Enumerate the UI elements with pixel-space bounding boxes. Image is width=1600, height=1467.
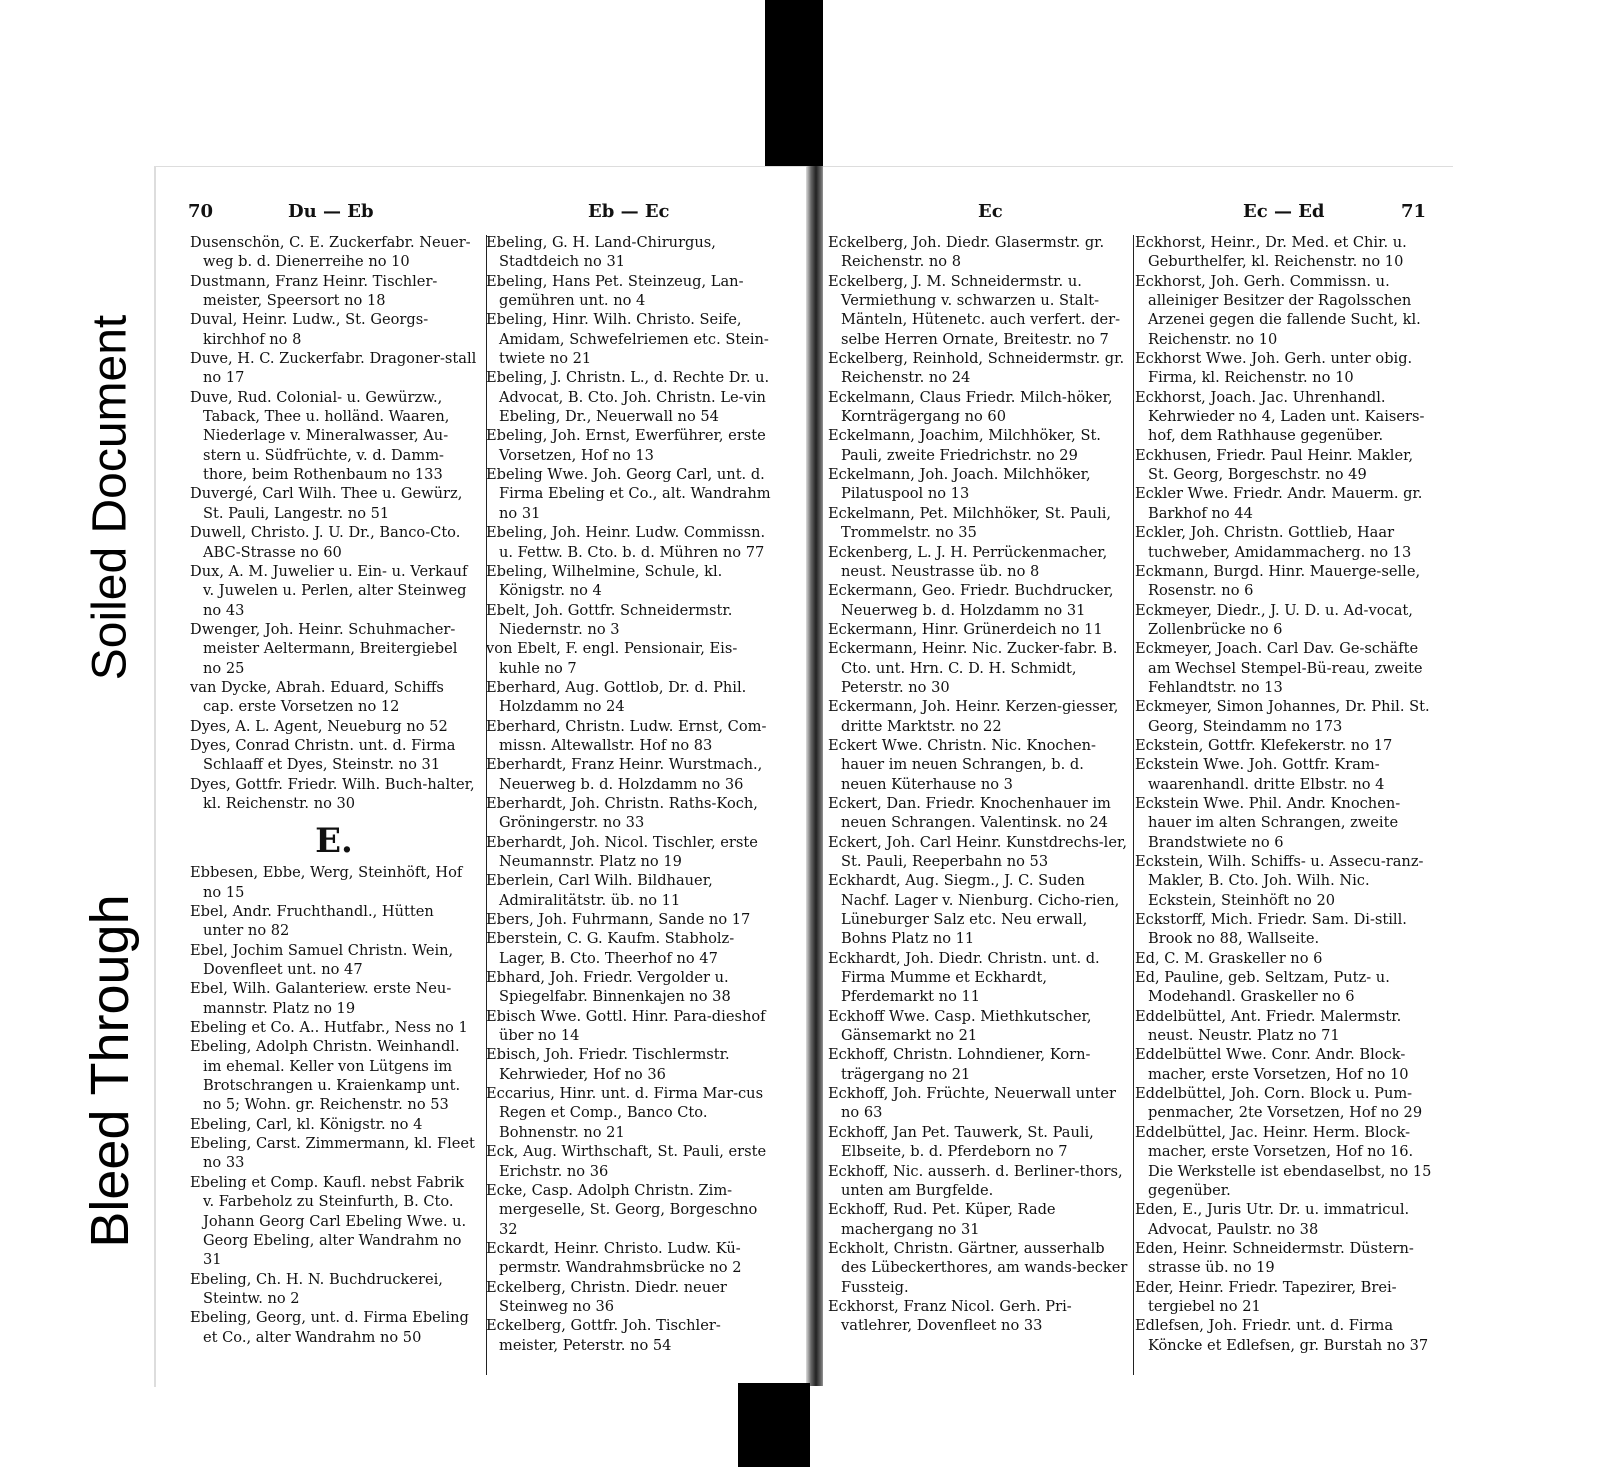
directory-entry: Eckhoff, Rud. Pet. Küper, Rade machergang no 31	[828, 1201, 1056, 1238]
directory-entry: Dusenschön, C. E. Zuckerfabr. Neuer-weg b. d. Dienerreihe no 10	[190, 234, 471, 271]
directory-entry: Eckelberg, Gottfr. Joh. Tischler-meister, Peterstr. no 54	[486, 1317, 721, 1354]
directory-entry: Eberlein, Carl Wilh. Bildhauer, Admiralitätstr. üb. no 11	[486, 872, 713, 909]
directory-entry: Eckler, Joh. Christn. Gottlieb, Haar tuchweber, Amidammacherg. no 13	[1135, 524, 1412, 561]
directory-entry: Ebhard, Joh. Friedr. Vergolder u. Spiegelfabr. Binnenkajen no 38	[486, 969, 731, 1006]
page-number-right: 71	[1401, 201, 1427, 222]
directory-entry: Ebisch Wwe. Gottl. Hinr. Para-dieshof über no 14	[486, 1007, 766, 1045]
directory-entry: Eckermann, Heinr. Nic. Zucker-fabr. B. Cto. unt. Hrn. C. D. H. Schmidt, Peterstr. no 30	[828, 640, 1118, 696]
directory-entry: Edlefsen, Joh. Friedr. unt. d. Firma Köncke et Edlefsen, gr. Burstah no 37	[1135, 1317, 1429, 1354]
directory-entry: Eden, E., Juris Utr. Dr. u. immatricul. Advocat, Paulstr. no 38	[1135, 1201, 1410, 1238]
column-rule	[1133, 235, 1134, 1375]
directory-entry: Eckstein, Wilh. Schiffs- u. Assecu-ranz-Makler, B. Cto. Joh. Wilh. Nic. Eckstein, Steinhöft no 20	[1135, 853, 1424, 909]
directory-entry: Ebel, Andr. Fruchthandl., Hütten unter no 82	[190, 903, 434, 940]
directory-entry: Eckert, Joh. Carl Heinr. Kunstdrechs-ler, St. Pauli, Reeperbahn no 53	[828, 833, 1127, 870]
directory-entry: Ebel, Jochim Samuel Christn. Wein, Dovenfleet unt. no 47	[190, 941, 454, 979]
entries-ec-ed	[1135, 233, 1435, 1355]
directory-entry: Ebelt, Joh. Gottfr. Schneidermstr. Niedernstr. no 3	[486, 601, 733, 638]
directory-entry: Eckhoff, Christn. Lohndiener, Korn-trägergang no 21	[828, 1046, 1091, 1083]
directory-entry: Ebbesen, Ebbe, Werg, Steinhöft, Hof no 15	[190, 864, 463, 901]
directory-entry: Ecke, Casp. Adolph Christn. Zim-mergeselle, St. Georg, Borgeschno 32	[486, 1181, 758, 1238]
directory-entry: Eckhorst, Heinr., Dr. Med. et Chir. u. Geburthelfer, kl. Reichenstr. no 10	[1135, 234, 1407, 271]
directory-entry: Eckelmann, Joachim, Milchhöker, St. Pauli, zweite Friedrichstr. no 29	[828, 427, 1101, 464]
page-number-left: 70	[188, 201, 214, 222]
directory-entry: Ebeling, Carst. Zimmermann, kl. Fleet no 33	[190, 1135, 475, 1172]
right-page-column-1	[828, 233, 1128, 1378]
directory-entry: Ebeling, Joh. Heinr. Ludw. Commissn. u. Fettw. B. Cto. b. d. Mühren no 77	[486, 524, 766, 561]
directory-entry: Eddelbüttel Wwe. Conr. Andr. Block-macher, erste Vorsetzen, Hof no 10	[1135, 1046, 1409, 1083]
section-letter: E.	[315, 821, 353, 862]
directory-entry: Eckstein Wwe. Phil. Andr. Knochen-hauer im alten Schrangen, zweite Brandstwiete no 6	[1135, 794, 1401, 851]
directory-entry: Eckmeyer, Diedr., J. U. D. u. Ad-vocat, Zollenbrücke no 6	[1135, 601, 1413, 638]
entries-eb-ec	[486, 233, 776, 1355]
left-page-column-2	[486, 233, 776, 1378]
directory-entry: Ebeling, Georg, unt. d. Firma Ebeling et Co., alter Wandrahm no 50	[190, 1309, 469, 1346]
bleed-through-label: Bleed Through	[79, 894, 140, 1248]
directory-entry: Eckermann, Joh. Heinr. Kerzen-giesser, dritte Marktstr. no 22	[828, 698, 1119, 735]
side-label-strip	[62, 250, 157, 1300]
left-page-column-1	[190, 233, 478, 1378]
soiled-document-label: Soiled Document	[83, 314, 136, 681]
directory-entry: Eckert, Dan. Friedr. Knochenhauer im neuen Schrangen. Valentinsk. no 24	[828, 794, 1111, 832]
directory-entry: Duval, Heinr. Ludw., St. Georgs-kirchhof no 8	[190, 311, 429, 348]
directory-entry: Eckelberg, Joh. Diedr. Glasermstr. gr. Reichenstr. no 8	[828, 234, 1105, 271]
directory-entry: Eckhardt, Joh. Diedr. Christn. unt. d. Firma Mumme et Eckhardt, Pferdemarkt no 11	[828, 949, 1100, 1006]
directory-entry: Dyes, Conrad Christn. unt. d. Firma Schlaaff et Dyes, Steinstr. no 31	[190, 736, 456, 774]
directory-entry: Eckmeyer, Joach. Carl Dav. Ge-schäfte am Wechsel Stempel-Bü-reau, zweite Fehlandtstr. no 13	[1135, 640, 1423, 696]
directory-entry: von Ebelt, F. engl. Pensionair, Eis-kuhle no 7	[486, 640, 738, 677]
directory-entry: Eckelberg, J. M. Schneidermstr. u. Vermiethung v. schwarzen u. Stalt-Mänteln, Hütenetc. auch verfert. der-selbe Herren Ornate, Breitestr. no 7	[828, 272, 1121, 348]
directory-entry: Eckermann, Hinr. Grünerdeich no 11	[828, 620, 1103, 638]
directory-entry: Ebeling, Joh. Ernst, Ewerführer, erste Vorsetzen, Hof no 13	[486, 427, 766, 464]
directory-entry: Duve, Rud. Colonial- u. Gewürzw., Taback, Thee u. holländ. Waaren, Niederlage v. Mineralwasser, Au-stern u. Südfrüchte, v. d. Damm-thore, beim Rothenbaum no 133	[190, 388, 450, 484]
directory-entry: Eckstein Wwe. Joh. Gottfr. Kram-waarenhandl. dritte Elbstr. no 4	[1135, 756, 1385, 793]
directory-entry: Eddelbüttel, Joh. Corn. Block u. Pum-penmacher, 2te Vorsetzen, Hof no 29	[1135, 1085, 1423, 1122]
directory-entry: Eckelberg, Reinhold, Schneidermstr. gr. Reichenstr. no 24	[828, 350, 1125, 387]
directory-entry: Eckhorst, Franz Nicol. Gerh. Pri-vatlehrer, Dovenfleet no 33	[828, 1297, 1072, 1335]
directory-entry: Ebeling, Adolph Christn. Weinhandl. im ehemal. Keller von Lütgens im Brotschrangen u. Kraienkamp unt. no 5; Wohn. gr. Reichenstr. no 53	[190, 1038, 461, 1114]
entries-ec	[828, 233, 1128, 1336]
directory-entry: Duve, H. C. Zuckerfabr. Dragoner-stall no 17	[190, 350, 477, 387]
directory-entry: Eck, Aug. Wirthschaft, St. Pauli, erste Erichstr. no 36	[486, 1143, 767, 1180]
directory-entry: Eckhoff, Joh. Früchte, Neuerwall unter no 63	[828, 1085, 1117, 1122]
directory-entry: Ebeling et Comp. Kaufl. nebst Fabrik v. Farbeholz zu Steinfurth, B. Cto. Johann Georg Carl Ebeling Wwe. u. Georg Ebeling, alter Wandrahm no 31	[190, 1173, 467, 1269]
directory-entry: Eberhard, Aug. Gottlob, Dr. d. Phil. Holzdamm no 24	[486, 678, 747, 716]
directory-entry: Ebeling, Hinr. Wilh. Christo. Seife, Amidam, Schwefelriemen etc. Stein-twiete no 21	[486, 311, 769, 368]
directory-entry: Eccarius, Hinr. unt. d. Firma Mar-cus Regen et Comp., Banco Cto. Bohnenstr. no 21	[486, 1085, 764, 1141]
directory-entry: Eckhoff, Nic. ausserh. d. Berliner-thors, unten am Burgfelde.	[828, 1162, 1123, 1199]
directory-entry: Eberstein, C. G. Kaufm. Stabholz-Lager, B. Cto. Theerhof no 47	[486, 930, 735, 967]
right-page-header-left: Ec	[978, 201, 1003, 222]
directory-entry: Dwenger, Joh. Heinr. Schuhmacher-meister Aeltermann, Breitergiebel no 25	[190, 620, 458, 677]
directory-entry: Ebeling, Carl, kl. Königstr. no 4	[190, 1115, 423, 1133]
directory-entry: Eden, Heinr. Schneidermstr. Düstern-strasse üb. no 19	[1135, 1239, 1414, 1277]
directory-entry: Eberhardt, Joh. Nicol. Tischler, erste Neumannstr. Platz no 19	[486, 833, 758, 870]
directory-entry: Eckert Wwe. Christn. Nic. Knochen-hauer im neuen Schrangen, b. d. neuen Küterhause no 3	[828, 736, 1096, 793]
directory-entry: Eckmann, Burgd. Hinr. Mauerge-selle, Rosenstr. no 6	[1135, 562, 1421, 600]
directory-entry: Ebel, Wilh. Galanteriew. erste Neu-mannstr. Platz no 19	[190, 980, 452, 1017]
directory-entry: Ebeling Wwe. Joh. Georg Carl, unt. d. Firma Ebeling et Co., alt. Wandrahm no 31	[486, 466, 771, 522]
directory-entry: Eckelberg, Christn. Diedr. neuer Steinweg no 36	[486, 1278, 727, 1315]
directory-entry: Eberhard, Christn. Ludw. Ernst, Com-missn. Altewallstr. Hof no 83	[486, 717, 767, 754]
directory-entry: Dyes, A. L. Agent, Neueburg no 52	[190, 717, 448, 735]
directory-entry: Duwell, Christo. J. U. Dr., Banco-Cto. ABC-Strasse no 60	[190, 524, 461, 561]
directory-entry: Ebeling et Co. A.. Hutfabr., Ness no 1	[190, 1019, 468, 1037]
directory-entry: Eberhardt, Franz Heinr. Wurstmach., Neuerweg b. d. Holzdamm no 36	[486, 756, 763, 793]
directory-entry: Eckholt, Christn. Gärtner, ausserhalb des Lübeckerthores, am wands-becker Fussteig.	[828, 1239, 1128, 1296]
left-page	[154, 166, 821, 1387]
directory-entry: Eder, Heinr. Friedr. Tapezirer, Brei-tergiebel no 21	[1135, 1278, 1397, 1315]
directory-entry: Dux, A. M. Juwelier u. Ein- u. Verkauf v. Juwelen u. Perlen, alter Steinweg no 43	[190, 562, 468, 619]
directory-entry: Ebeling, J. Christn. L., d. Rechte Dr. u. Advocat, B. Cto. Joh. Christn. Le-vin Ebeling, Dr., Neuerwall no 54	[486, 369, 770, 426]
directory-entry: Duvergé, Carl Wilh. Thee u. Gewürz, St. Pauli, Langestr. no 51	[190, 485, 463, 522]
directory-entry: van Dycke, Abrah. Eduard, Schiffs cap. erste Vorsetzen no 12	[190, 678, 444, 716]
directory-entry: Eckhusen, Friedr. Paul Heinr. Makler, St. Georg, Borgeschstr. no 49	[1135, 446, 1414, 484]
directory-entry: Eckhorst, Joach. Jac. Uhrenhandl. Kehrwieder no 4, Laden unt. Kaisers-hof, dem Rathhause gegenüber.	[1135, 388, 1425, 445]
directory-entry: Eddelbüttel, Jac. Heinr. Herm. Block-macher, erste Vorsetzen, Hof no 16. Die Werkstelle ist ebendaselbst, no 15 gegenüber.	[1135, 1123, 1432, 1199]
directory-entry: Eckhorst, Joh. Gerh. Commissn. u. alleiniger Besitzer der Ragolsschen Arzenei gegen die fallende Sucht, kl. Reichenstr. no 10	[1135, 272, 1421, 348]
directory-entry: Ed, C. M. Graskeller no 6	[1135, 949, 1323, 967]
directory-entry: Eckermann, Geo. Friedr. Buchdrucker, Neuerweg b. d. Holzdamm no 31	[828, 582, 1114, 619]
directory-entry: Eckhardt, Aug. Siegm., J. C. Suden Nachf. Lager v. Nienburg. Cicho-rien, Lüneburger Salz etc. Neu erwall, Bohns Platz no 11	[828, 872, 1120, 948]
directory-entry: Ed, Pauline, geb. Seltzam, Putz- u. Modehandl. Graskeller no 6	[1135, 969, 1390, 1006]
directory-entry: Ebeling, Ch. H. N. Buchdruckerei, Steintw. no 2	[190, 1270, 443, 1307]
binding-bar-bottom	[738, 1383, 810, 1467]
directory-entry: Eckmeyer, Simon Johannes, Dr. Phil. St. Georg, Steindamm no 173	[1135, 698, 1430, 735]
directory-entry: Eckstein, Gottfr. Klefekerstr. no 17	[1135, 736, 1393, 754]
directory-entry: Eckelmann, Pet. Milchhöker, St. Pauli, Trommelstr. no 35	[828, 504, 1112, 542]
right-page-column-2	[1135, 233, 1435, 1378]
directory-entry: Eckardt, Heinr. Christo. Ludw. Kü-permstr. Wandrahmsbrücke no 2	[486, 1239, 742, 1277]
binding-bar-top	[765, 0, 823, 170]
directory-entry: Dyes, Gottfr. Friedr. Wilh. Buch-halter, kl. Reichenstr. no 30	[190, 775, 475, 812]
directory-entry: Eckstorff, Mich. Friedr. Sam. Di-still. Brook no 88, Wallseite.	[1135, 911, 1407, 948]
directory-entry: Eckhorst Wwe. Joh. Gerh. unter obig. Firma, kl. Reichenstr. no 10	[1135, 350, 1413, 387]
directory-entry: Eddelbüttel, Ant. Friedr. Malermstr. neust. Neustr. Platz no 71	[1135, 1007, 1402, 1045]
directory-entry: Ebeling, Wilhelmine, Schule, kl. Königstr. no 4	[486, 562, 723, 600]
left-page-header-right: Eb — Ec	[588, 201, 670, 222]
left-page-header-left: Du — Eb	[288, 201, 374, 222]
directory-entry: Eckelmann, Claus Friedr. Milch-höker, Kornträgergang no 60	[828, 388, 1113, 426]
entries-du	[190, 233, 478, 813]
directory-entry: Eckelmann, Joh. Joach. Milchhöker, Pilatuspool no 13	[828, 466, 1091, 503]
directory-entry: Ebeling, Hans Pet. Steinzeug, Lan-gemühren unt. no 4	[486, 272, 744, 310]
directory-entry: Eckler Wwe. Friedr. Andr. Mauerm. gr. Barkhof no 44	[1135, 485, 1423, 522]
directory-entry: Eckhoff Wwe. Casp. Miethkutscher, Gänsemarkt no 21	[828, 1007, 1092, 1045]
directory-entry: Eberhardt, Joh. Christn. Raths-Koch, Gröningerstr. no 33	[486, 794, 758, 832]
directory-entry: Ebisch, Joh. Friedr. Tischlermstr. Kehrwieder, Hof no 36	[486, 1046, 730, 1083]
directory-entry: Ebeling, G. H. Land-Chirurgus, Stadtdeich no 31	[486, 234, 716, 271]
directory-entry: Eckenberg, L. J. H. Perrückenmacher, neust. Neustrasse üb. no 8	[828, 543, 1108, 580]
directory-entry: Ebers, Joh. Fuhrmann, Sande no 17	[486, 911, 751, 929]
entries-eb	[190, 863, 478, 1347]
directory-entry: Dustmann, Franz Heinr. Tischler-meister, Speersort no 18	[190, 272, 438, 310]
directory-entry: Eckhoff, Jan Pet. Tauwerk, St. Pauli, Elbseite, b. d. Pferdeborn no 7	[828, 1123, 1094, 1161]
right-page-header-right: Ec — Ed	[1243, 201, 1325, 222]
right-page	[823, 166, 1453, 1387]
